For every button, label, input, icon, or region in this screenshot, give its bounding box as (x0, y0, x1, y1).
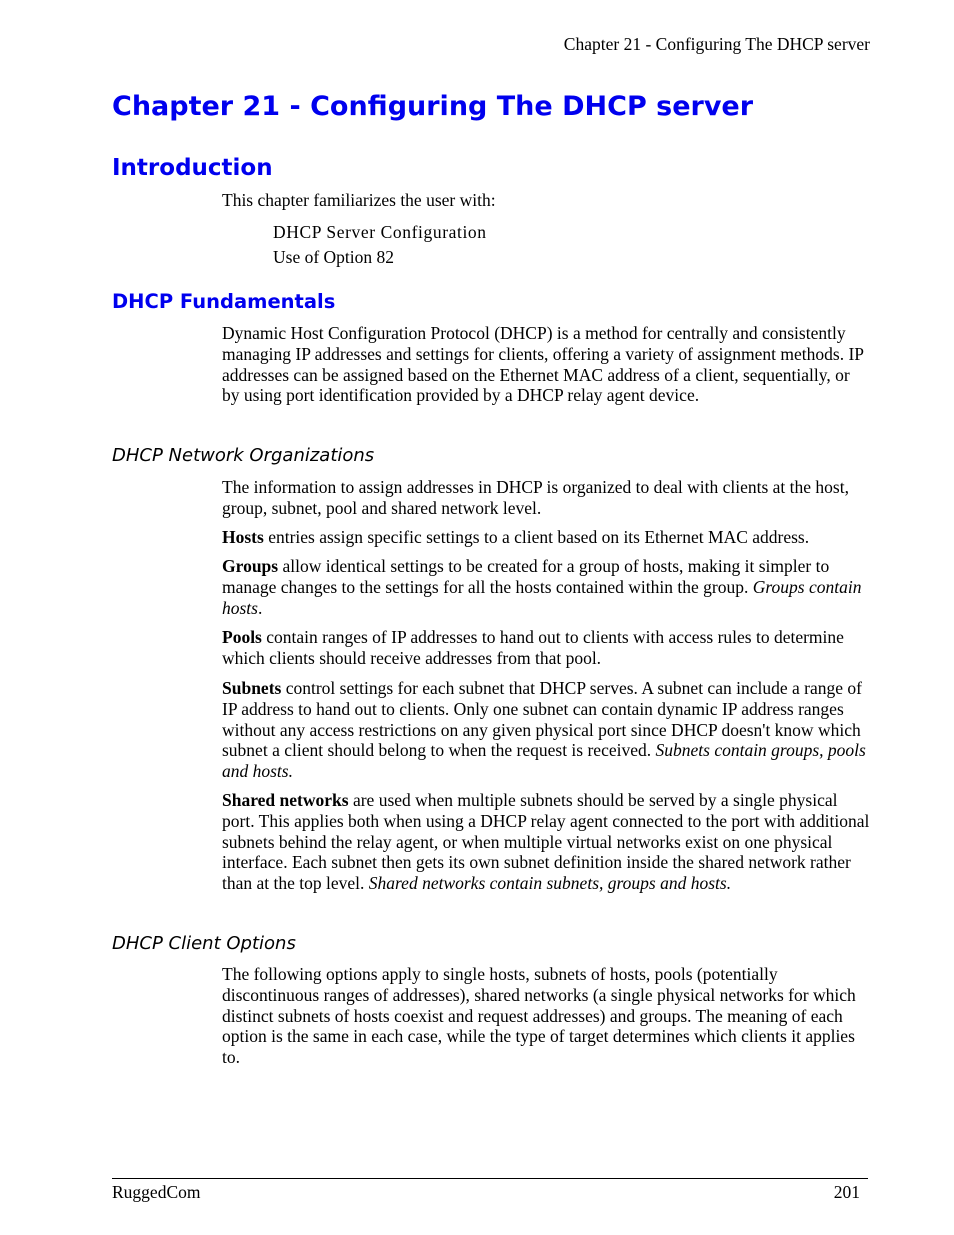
network-organizations-heading: DHCP Network Organizations (112, 445, 375, 466)
pools-paragraph (222, 627, 870, 669)
pools-term: Pools (222, 627, 262, 647)
client-options-heading: DHCP Client Options (112, 933, 296, 954)
hosts-paragraph (222, 527, 870, 548)
subnets-text: control settings for each subnet that DHCP serves. A subnet can include a range of IP address to hand out to clients. Only one subnet can contain dynamic IP address ranges without any access restrictions on any given physical port since DHCP doesn't know which subnet a client should belong to when the request is received. (222, 678, 862, 761)
pools-text: contain ranges of IP addresses to hand out to clients with access rules to determine which clients should receive addresses from that pool. (222, 627, 844, 668)
footer-company: RuggedCom (112, 1182, 201, 1202)
introduction-item-server-config: DHCP Server Configuration (273, 222, 487, 242)
groups-paragraph (222, 556, 870, 618)
groups-note: Groups contain hosts (222, 576, 862, 618)
client-options-paragraph: The following options apply to single hosts, subnets of hosts, pools (potentially discontinuous ranges of addresses), shared networks (a single physical networks for which distinct subnets of hosts coexist and request addresses) and groups. The meaning of each option is the same in each case, while the type of target determines which clients it applies to. (222, 964, 856, 1068)
hosts-text: entries assign specific settings to a client based on its Ethernet MAC address. (263, 527, 810, 547)
chapter-title: Chapter 21 - Configuring The DHCP server (112, 91, 754, 122)
footer-page-number: 201 (833, 1182, 860, 1202)
network-organizations-intro: The information to assign addresses in DHCP is organized to deal with clients at the host, group, subnet, pool and shared network level. (222, 477, 849, 518)
dhcp-fundamentals-heading: DHCP Fundamentals (112, 290, 336, 313)
shared-networks-term: Shared networks (222, 790, 349, 810)
hosts-term: Hosts (222, 527, 264, 547)
shared-networks-text: are used when multiple subnets should be served by a single physical port. This applies both when using a DHCP relay agent connected to the port with additional subnets behind the relay agent, or when multiple virtual networks exist on one physical interface. Each subnet then gets its own subnet definition inside the shared network rather than at the top level. (222, 790, 870, 894)
subnets-paragraph (222, 678, 870, 782)
shared-networks-paragraph (222, 790, 870, 894)
introduction-lead: This chapter familiarizes the user with: (222, 190, 496, 210)
introduction-heading: Introduction (112, 155, 273, 181)
subnets-note: Subnets contain groups, pools and hosts. (222, 740, 866, 782)
shared-networks-note: Shared networks contain subnets, groups and hosts. (368, 873, 732, 894)
dhcp-fundamentals-paragraph: Dynamic Host Configuration Protocol (DHCP) is a method for centrally and consistently managing IP addresses and settings for clients, offering a variety of assignment methods. IP addresses can be assigned based on the Ethernet MAC address of a client, sequentially, or by using port identification provided by a DHCP relay agent device. (222, 323, 864, 406)
running-header: Chapter 21 - Configuring The DHCP server (563, 34, 870, 54)
subnets-term: Subnets (222, 678, 282, 698)
introduction-item-option-82: Use of Option 82 (273, 247, 395, 267)
groups-end: . (257, 597, 263, 618)
footer-divider (112, 1178, 868, 1179)
groups-term: Groups (222, 556, 279, 576)
groups-text: allow identical settings to be created for a group of hosts, making it simpler to manage changes to the settings for all the hosts contained within the group. (222, 556, 830, 597)
